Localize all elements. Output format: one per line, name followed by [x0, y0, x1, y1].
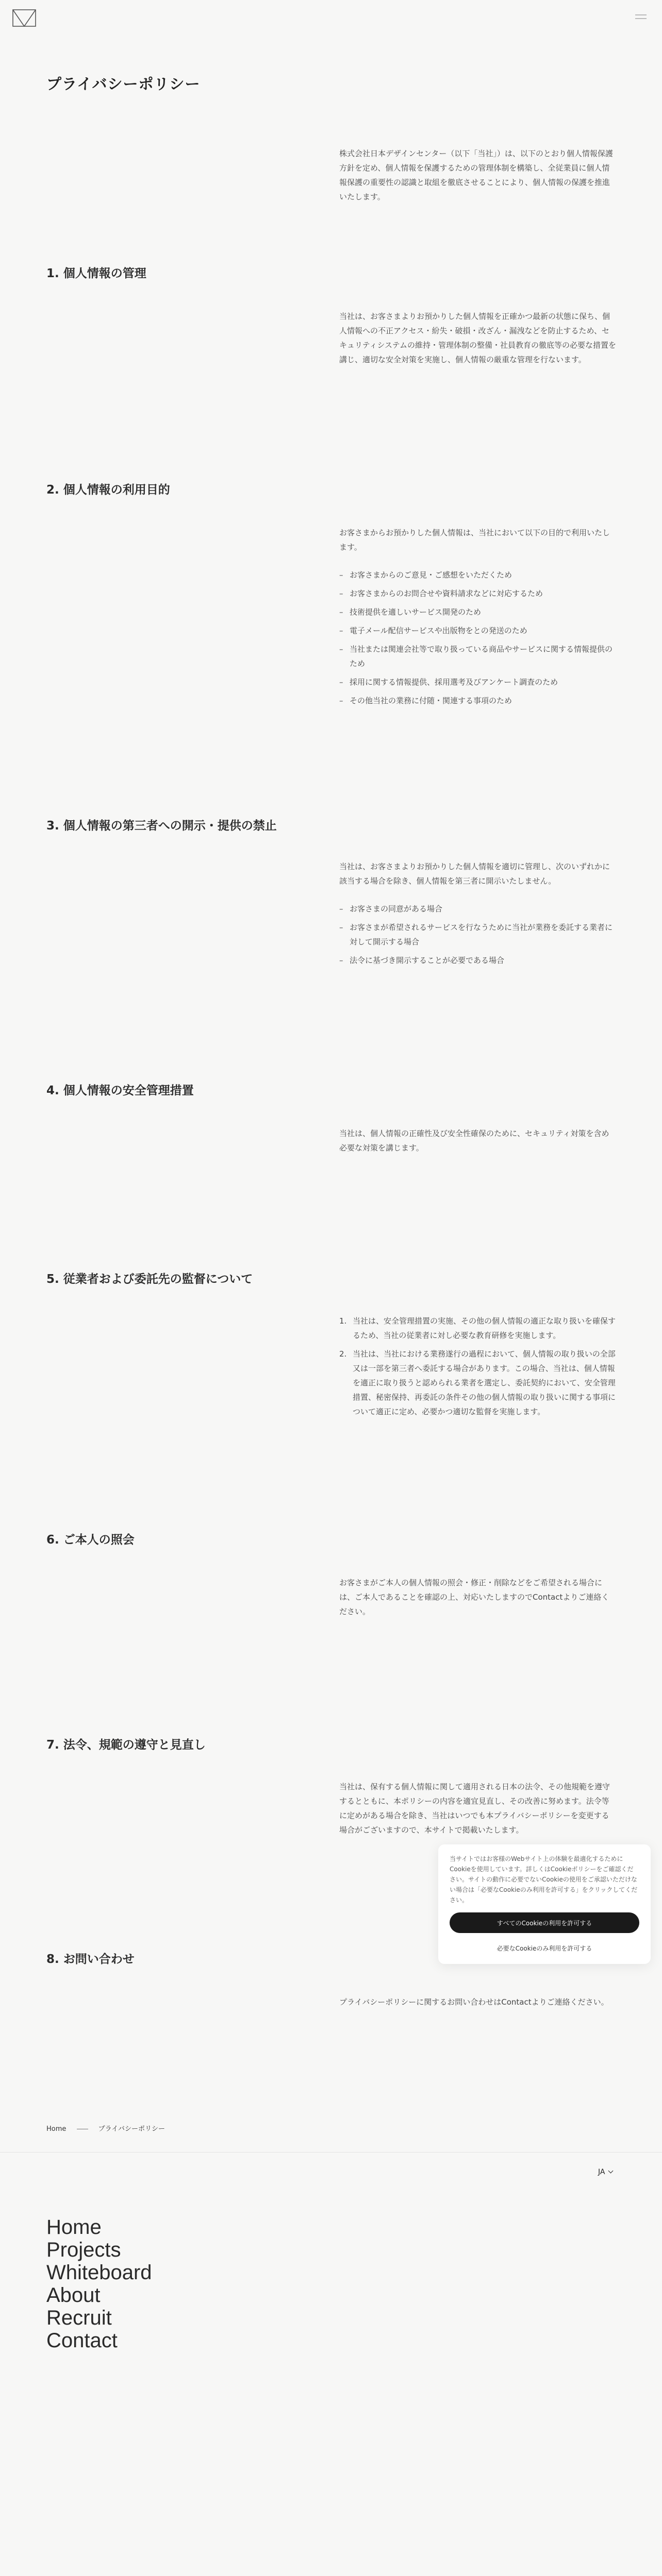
disclosure-list [339, 902, 617, 968]
list-item: – 電子メール配信サービスや出版物をとの発送のため [339, 623, 617, 638]
footer-nav-home[interactable]: Home [46, 2216, 102, 2239]
section-body [339, 1126, 617, 1155]
section-paragraph: 当社は、お客さまよりお預かりした個人情報を適切に管理し、次のいずれかに該当する場合を除き、個人情報を第三者に開示いたしません。 [339, 862, 610, 886]
breadcrumb [46, 2123, 165, 2133]
list-item [339, 1347, 617, 1419]
section-body [339, 1314, 617, 1423]
section-title: 6. ご本人の照会 [46, 1533, 135, 1547]
list-item: – その他当社の業務に付随・関連する事項のため [339, 693, 617, 708]
section-paragraph: プライバシーポリシーに関するお問い合わせはContactよりご連絡ください。 [339, 1997, 609, 2007]
list-text: 当社は、安全管理措置の実施、その他の個人情報の適正な取り扱いを確保するため、当社の従業者に対し必要な教育研修を実施します。 [353, 1316, 616, 1340]
breadcrumb-home-link[interactable]: Home [46, 2125, 67, 2133]
section-title: 1. 個人情報の管理 [46, 267, 146, 280]
language-label: JA [598, 2168, 605, 2176]
purpose-list [339, 568, 617, 708]
list-text: 当社は、当社における業務遂行の過程において、個人情報の取り扱いの全部又は一部を第三者へ委託する場合があります。この場合、当社は、個人情報を適正に取り扱うと認められる業者を選定し、委託契約において、安全管理措置、秘密保持、再委託の条件その他の個人情報の取り扱いに関する事項について適正に定め、必要かつ適切な監督を実施します。 [353, 1349, 616, 1416]
section-body [339, 1995, 617, 2009]
list-item: – お客さまからのお問合せや資料請求などに対応するため [339, 586, 617, 601]
footer-nav-about[interactable]: About [46, 2284, 101, 2307]
page-title: プライバシーポリシー [46, 75, 201, 93]
cookie-consent-banner [438, 1844, 651, 1964]
section-body [339, 526, 617, 712]
footer-nav-recruit[interactable]: Recruit [46, 2307, 112, 2329]
section-paragraph: お客さまからお預かりした個人情報は、当社において以下の目的で利用いたします。 [339, 528, 610, 552]
chevron-down-icon [608, 2168, 614, 2174]
list-item: – 採用に関する情報提供、採用選考及びアンケート調査のため [339, 675, 617, 689]
accept-all-cookies-button[interactable]: すべてのCookieの利用を許可する [450, 1912, 639, 1933]
hamburger-icon [635, 14, 647, 15]
intro-paragraph: 株式会社日本デザインセンター（以下「当社」）は、以下のとおり個人情報保護方針を定め、個人情報を保護するための管理体制を構築し、全従業員に個人情報保護の重要性の認識と取組を徹底させることにより、個人情報の保護を推進いたします。 [339, 149, 613, 201]
section-paragraph: お客さまがご本人の個人情報の照会・修正・削除などをご希望される場合には、ご本人であることを確認の上、対応いたしますのでContactよりご連絡ください。 [339, 1578, 609, 1616]
list-number: 2. [339, 1349, 347, 1359]
logo-mark-icon[interactable] [12, 9, 36, 27]
section-title: 7. 法令、規範の遵守と見直し [46, 1738, 206, 1752]
list-item [339, 1314, 617, 1343]
footer-nav-whiteboard[interactable]: Whiteboard [46, 2261, 152, 2284]
list-item: – お客さまからのご意見・ご感想をいただくため [339, 568, 617, 582]
section-title: 5. 従業者および委託先の監督について [46, 1273, 253, 1286]
list-number: 1. [339, 1316, 347, 1326]
list-item: – 当社または関連会社等で取り扱っている商品やサービスに関する情報提供のため [339, 642, 617, 671]
list-item: – お客さまの同意がある場合 [339, 902, 617, 916]
supervision-list [339, 1314, 617, 1419]
language-selector[interactable] [598, 2168, 613, 2176]
section-paragraph: 当社は、お客さまよりお預かりした個人情報を正確かつ最新の状態に保ち、個人情報への不正アクセス・紛失・破損・改ざん・漏洩などを防止するため、セキュリティシステムの維持・管理体制の整備・社員教育の徹底等の必要な措置を講じ、適切な安全対策を実施し、個人情報の厳重な管理を行ないます。 [339, 312, 617, 364]
footer-nav-contact[interactable]: Contact [46, 2329, 118, 2352]
section-body [339, 1780, 617, 1837]
breadcrumb-current: プライバシーポリシー [98, 2125, 166, 2133]
section-body [339, 1575, 617, 1619]
section-paragraph: 当社は、個人情報の正確性及び安全性確保のために、セキュリティ対策を含め必要な対策を講じます。 [339, 1129, 609, 1153]
cookie-consent-text: 当サイトではお客様のWebサイト上の体験を最適化するためにCookieを使用しています。詳しくはCookieポリシーをご確認ください。サイトの動作に必要でないCookieの使用をご承認いただけない場合は「必要なCookieのみ利用を許可する」をクリックしてください。 [450, 1855, 638, 1904]
section-title: 8. お問い合わせ [46, 1953, 135, 1966]
section-title: 4. 個人情報の安全管理措置 [46, 1084, 194, 1097]
footer-nav-projects[interactable]: Projects [46, 2239, 121, 2261]
footer-divider [0, 2152, 662, 2153]
list-item: – お客さまが希望されるサービスを行なうために当社が業務を委託する業者に対して開示する場合 [339, 920, 617, 949]
section-body [339, 859, 617, 972]
necessary-cookies-only-button[interactable]: 必要なCookieのみ利用を許可する [450, 1938, 639, 1958]
list-item: – 技術提供を適しいサービス開発のため [339, 605, 617, 619]
section-title: 2. 個人情報の利用目的 [46, 483, 170, 497]
section-title: 3. 個人情報の第三者への開示・提供の禁止 [46, 819, 277, 833]
section-paragraph: 当社は、保有する個人情報に関して適用される日本の法令、その他規範を遵守するとともに、本ポリシーの内容を適宜見直し、その改善に努めます。法令等に定めがある場合を除き、当社はいつでも本プライバシーポリシーを変更する場合がございますので、本サイトで掲載いたします。 [339, 1782, 610, 1835]
footer-nav [46, 2216, 152, 2352]
list-item: – 法令に基づき開示することが必要である場合 [339, 953, 617, 968]
hamburger-menu-button[interactable] [635, 14, 647, 23]
section-body [339, 309, 617, 367]
